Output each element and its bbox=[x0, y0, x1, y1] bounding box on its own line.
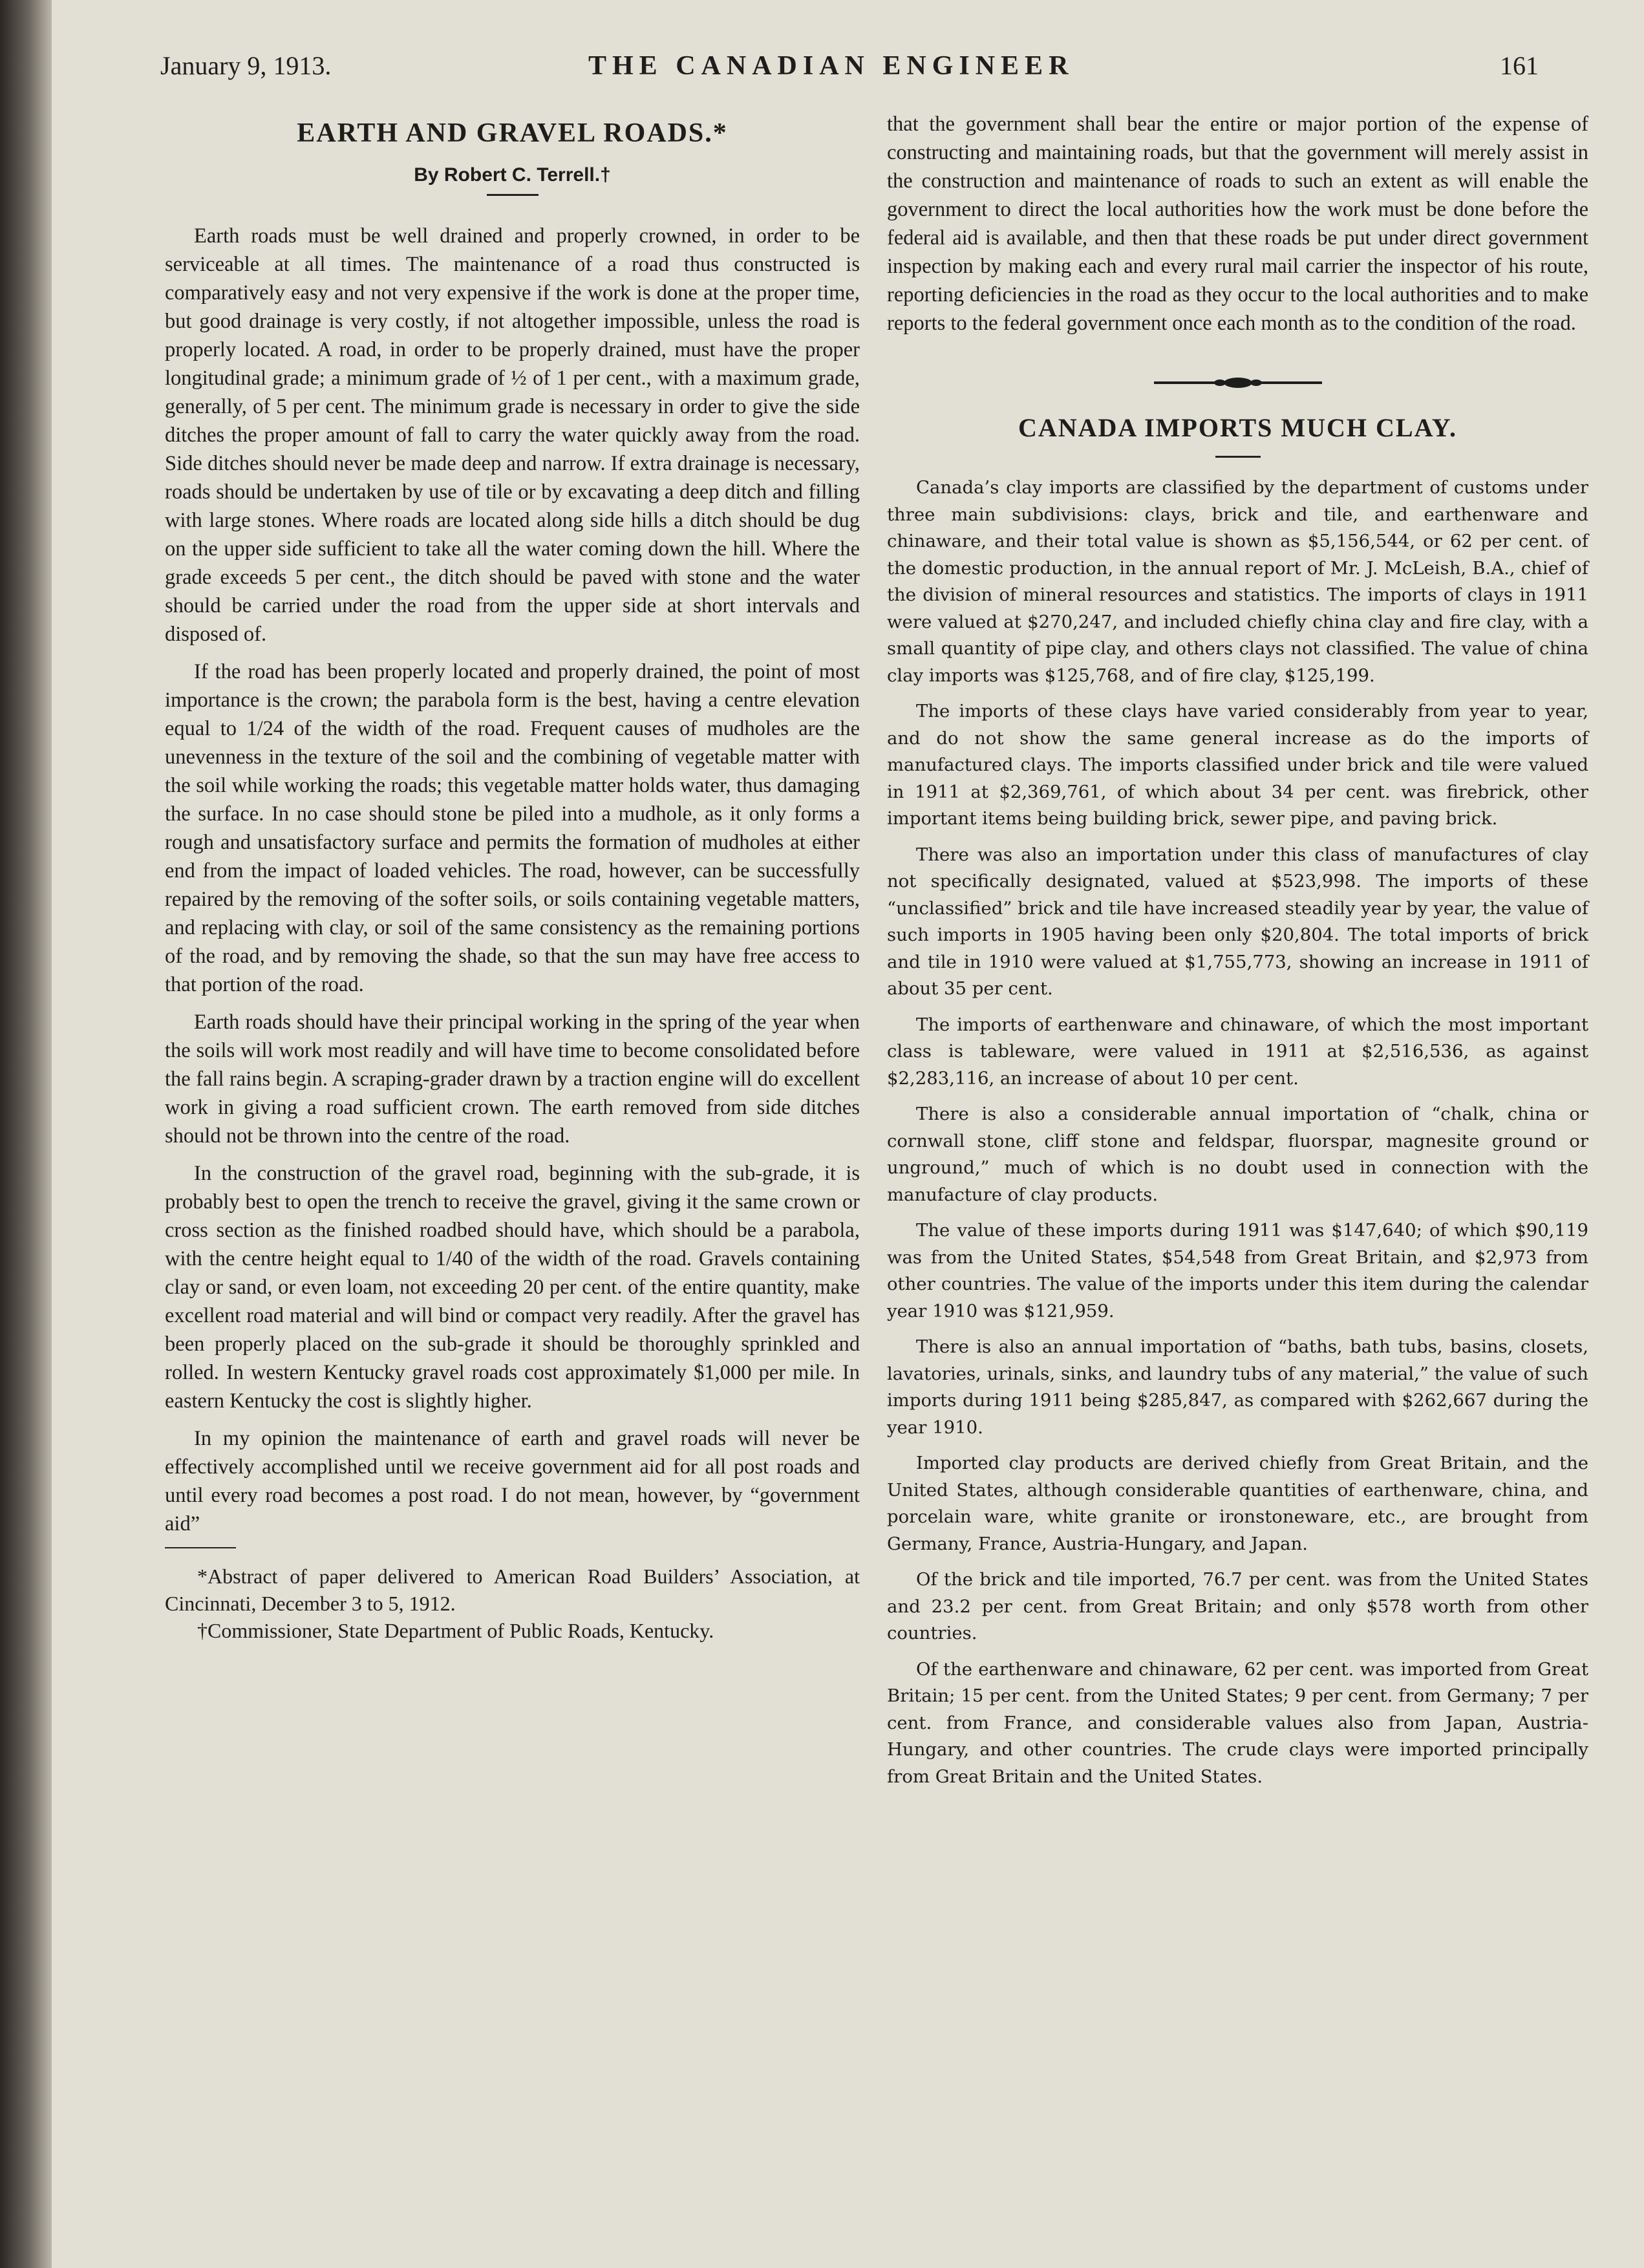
article-paragraph: Earth roads must be well drained and properly crowned, in order to be serviceable at all times. The maintenance of a road thus constructed is comparatively easy and not very expensive if the work is done at the proper time, but good drainage is very costly, if not altogether impossible, unless the road is properly located. A road, in order to be properly drained, must have the proper longitudinal grade; a minimum grade of ½ of 1 per cent., with a maximum grade, generally, of 5 per cent. The minimum grade is necessary in order to give the side ditches the proper amount of fall to carry the water quickly away from the road. Side ditches should never be made deep and narrow. If extra drainage is necessary, roads should be undertaken by use of tile or by excavating a deep ditch and filling with large stones. Where roads are located along side hills a ditch should be dug on the upper side sufficient to take all the water coming down the hill. Where the grade exceeds 5 per cent., the ditch should be paved with stone and the water should be carried under the road from the upper side at short intervals and disposed of. bbox=[165, 224, 860, 646]
footnote: *Abstract of paper delivered to American Road Builders’ Association, at Cincinnati, December 3 to 5, 1912. bbox=[165, 1565, 860, 1615]
right-column bbox=[887, 110, 1588, 1799]
ornamental-divider-icon bbox=[1154, 375, 1322, 390]
article-paragraph: Imported clay products are derived chiefly from Great Britain, and the United States, although considerable quantities of earthenware, china, and porcelain ware, white granite or ironstoneware, etc., are brought from Germany, France, Austria-Hungary, and Japan. bbox=[887, 1453, 1588, 1554]
issue-date: January 9, 1913. bbox=[160, 51, 332, 80]
article-title: CANADA IMPORTS MUCH CLAY. bbox=[1018, 413, 1458, 442]
article-continuation: that the government shall bear the entire or major portion of the expense of constructing and maintaining roads, but that the government will merely assist in the construction and maintenance of roads to such an extent as will enable the government to direct the local authorities how the work must be done before the federal aid is available, and then that these roads be put under direct government inspection by making each and every rural mail carrier the inspector of his route, reporting deficiencies in the road as they occur to the local authorities and to make reports to the federal government once each month as to the condition of the road. bbox=[887, 112, 1588, 335]
article-paragraph: If the road has been properly located and properly drained, the point of most importance is the crown; the parabola form is the best, having a centre elevation equal to 1/24 of the width of the road. Frequent causes of mudholes are the unevenness in the texture of the soil and the combining of vegetable matter with the soil while working the roads; this vegetable matter holds water, thus damaging the surface. In no case should stone be piled into a mudhole, as it only forms a rough and unsatisfactory surface and permits the formation of mudholes at either end from the impact of loaded vehicles. The road, however, can be successfully repaired by the removing of the softer soils, or soils containing vegetable matters, and replacing with clay, or soil of the same consistency as the remaining portions of the road, and by removing the shade, so that the sun may have free access to that portion of the road. bbox=[165, 660, 860, 996]
article-paragraph: Of the earthenware and chinaware, 62 per cent. was imported from Great Britain; 15 per cent. from the United States; 9 per cent. from Germany; 7 per cent. from France, and considerable values also from Japan, Austria-Hungary, and other countries. The crude clays were imported principally from Great Britain and the United States. bbox=[887, 1658, 1588, 1787]
footnote-rule bbox=[165, 1547, 236, 1548]
article-paragraph: Of the brick and tile imported, 76.7 per cent. was from the United States and 23.2 per cent. from Great Britain; and only $578 worth from other countries. bbox=[887, 1569, 1588, 1643]
article-paragraph: There is also a considerable annual importation of “chalk, china or cornwall stone, cliff stone and feldspar, fluorspar, magnesite ground or unground,” much of which is no doubt used in connection with the manufacture of clay products. bbox=[887, 1104, 1588, 1205]
article-paragraph: In the construction of the gravel road, beginning with the sub-grade, it is probably best to open the trench to receive the gravel, giving it the same crown or cross section as the finished roadbed should have, which should be a parabola, with the centre height equal to 1/40 of the width of the road. Gravels containing clay or sand, or even loam, not exceeding 20 per cent. of the entire quantity, make excellent road material and will bind or compact very readily. After the gravel has been properly placed on the sub-grade it should be thoroughly sprinkled and rolled. In western Kentucky gravel roads cost approximately $1,000 per mile. In eastern Kentucky the cost is slightly higher. bbox=[165, 1162, 860, 1413]
article-paragraph: There is also an annual importation of “baths, bath tubs, basins, closets, lavatories, urinals, sinks, and laundry tubs of any material,” the value of such imports during 1911 being $285,847, as compared with $262,667 during the year 1910. bbox=[887, 1336, 1588, 1438]
article-paragraph: The value of these imports during 1911 was $147,640; of which $90,119 was from the United States, $54,548 from Great Britain, and $2,973 from other countries. The value of the imports under this item during the calendar year 1910 was $121,959. bbox=[887, 1220, 1588, 1321]
page-number: 161 bbox=[1500, 51, 1539, 80]
article-byline: By Robert C. Terrell.† bbox=[414, 164, 611, 186]
article-paragraph: There was also an importation under this class of manufactures of clay not specifically designated, valued at $523,998. The imports of these “unclassified” brick and tile have increased steadily year by year, the value of such imports in 1905 having been only $20,804. The total imports of brick and tile in 1910 were valued at $1,755,773, showing an increase in 1911 of about 35 per cent. bbox=[887, 844, 1588, 999]
article-paragraph: The imports of these clays have varied considerably from year to year, and do not show the same general increase as do the imports of manufactured clays. The imports classified under brick and tile were valued in 1911 at $2,369,761, of which about 34 per cent. was firebrick, other important items being building brick, sewer pipe, and paving brick. bbox=[887, 701, 1588, 829]
journal-title: THE CANADIAN ENGINEER bbox=[588, 51, 1074, 81]
title-rule bbox=[1215, 456, 1261, 458]
running-header bbox=[52, 50, 1644, 89]
article-paragraph: Earth roads should have their principal working in the spring of the year when the soils will work most readily and will have time to become consolidated before the fall rains begin. A scraping-grader drawn by a traction engine will do excellent work in giving a road sufficient crown. The earth removed from side ditches should not be thrown into the centre of the road. bbox=[165, 1011, 860, 1148]
left-column bbox=[165, 110, 860, 1644]
title-rule bbox=[487, 194, 539, 196]
article-paragraph: The imports of earthenware and chinaware, of which the most important class is tableware, were valued in 1911 at $2,516,536, as against $2,283,116, an increase of about 10 per cent. bbox=[887, 1014, 1588, 1089]
footnote: †Commissioner, State Department of Public Roads, Kentucky. bbox=[197, 1619, 714, 1642]
article-paragraph: In my opinion the maintenance of earth and gravel roads will never be effectively accomplished until we receive government aid for all post roads and until every road becomes a post road. I do not mean, however, by “government aid” bbox=[165, 1427, 860, 1535]
article-paragraph: Canada’s clay imports are classified by the department of customs under three main subdivisions: clays, brick and tile, and earthenware and chinaware, and their total value is shown as $5,156,544, or 62 per cent. of the domestic production, in the annual report of Mr. J. McLeish, B.A., chief of the division of mineral resources and statistics. The imports of clays in 1911 were valued at $270,247, and included chiefly china clay and fire clay, with a small quantity of pipe clay, and others clays not classified. The value of china clay imports was $125,768, and of fire clay, $125,199. bbox=[887, 477, 1588, 686]
article-title: EARTH AND GRAVEL ROADS.* bbox=[297, 118, 728, 148]
book-spine-shadow bbox=[0, 0, 52, 2268]
journal-page bbox=[52, 0, 1644, 2268]
